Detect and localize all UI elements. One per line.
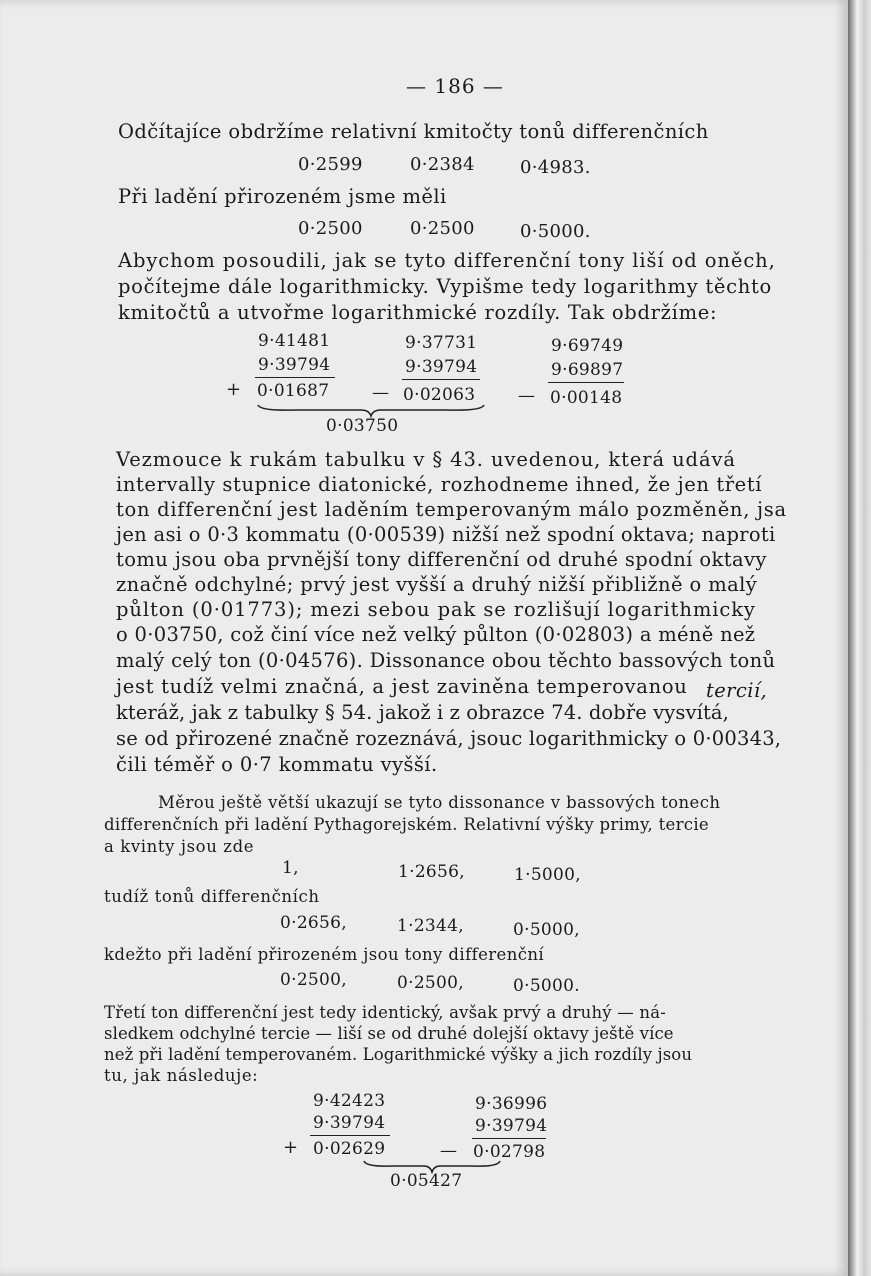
text-line: než při ladění temperovaném. Logarithmické výšky a jich rozdíly jsou xyxy=(104,1045,693,1064)
text-line: Při ladění přirozeném jsme měli xyxy=(118,185,447,208)
text-line: Vezmouce k rukám tabulku v § 43. uvedenou, která udává xyxy=(116,448,736,471)
value: 1, xyxy=(282,858,299,878)
text-line: značně odchylné; prvý jest vyšší a druhý nižší přibližně o malý xyxy=(116,573,758,596)
text-line: kdežto při ladění přirozeném jsou tony differenční xyxy=(104,945,545,964)
value: 0·5000. xyxy=(513,976,580,996)
log-value: 9·41481 xyxy=(258,331,331,351)
value: 0·2500, xyxy=(280,970,347,990)
text-line: půlton (0·01773); mezi sebou pak se rozlišují logarithmicky xyxy=(116,598,756,621)
log-difference: 0·00148 xyxy=(550,388,623,408)
log-value: 9·69749 xyxy=(551,336,624,356)
log-value: 9·39794 xyxy=(258,355,331,375)
value: 0·2599 xyxy=(298,154,363,175)
log-sum: 0·05427 xyxy=(390,1171,463,1191)
value: 0·2500 xyxy=(298,218,363,239)
minus-sign: — xyxy=(440,1141,458,1161)
value: 0·5000, xyxy=(513,920,580,940)
text-line: intervally stupnice diatonické, rozhodneme ihned, že jen třetí xyxy=(116,473,763,496)
text-line: Měrou ještě větší ukazují se tyto dissonance v bassových tonech xyxy=(158,793,721,812)
text-line: kteráž, jak z tabulky § 54. jakož i z obrazce 74. dobře vysvítá, xyxy=(116,701,729,724)
text-line: a kvinty jsou zde xyxy=(104,837,255,856)
value: 0·2384 xyxy=(410,154,475,175)
sum-rule xyxy=(548,382,624,383)
value: 1·5000, xyxy=(514,865,581,885)
text-line: tudíž tonů differenčních xyxy=(104,887,320,906)
text-line: Odčítajíce obdržíme relativní kmitočty tonů differenčních xyxy=(118,120,709,143)
minus-sign: — xyxy=(518,386,536,406)
value: 0·5000. xyxy=(520,221,591,242)
text-line: sledkem odchylné tercie — liší se od druhé dolejší oktavy ještě více xyxy=(104,1024,674,1043)
plus-sign: + xyxy=(283,1137,299,1158)
log-value: 9·39794 xyxy=(405,357,478,377)
italic-word: tercií, xyxy=(706,679,768,702)
log-value: 9·37731 xyxy=(405,333,478,353)
text-line: jest tudíž velmi značná, a jest zaviněna temperovanou xyxy=(116,675,688,698)
minus-sign: — xyxy=(372,383,390,403)
sum-rule xyxy=(255,377,335,378)
text-line: tomu jsou oba prvnější tony differenční od druhé spodní oktavy xyxy=(116,548,767,571)
value: 0·2500 xyxy=(410,218,475,239)
log-difference: 0·02063 xyxy=(403,385,476,405)
text-line: tu, jak následuje: xyxy=(104,1066,259,1085)
text-line: ton differenční jest laděním temperovaným málo pozměněn, jsa xyxy=(116,498,787,521)
text-line: malý celý ton (0·04576). Dissonance obou těchto bassových tonů xyxy=(116,649,776,672)
sum-rule xyxy=(402,379,480,380)
log-difference: 0·02629 xyxy=(313,1139,386,1159)
sum-rule xyxy=(310,1135,390,1136)
log-difference: 0·01687 xyxy=(257,381,330,401)
text-line: o 0·03750, což činí více než velký půlton (0·02803) a méně než xyxy=(116,623,756,646)
log-value: 9·39794 xyxy=(475,1116,548,1136)
value: 0·4983. xyxy=(520,157,591,178)
text-line: kmitočtů a utvořme logarithmické rozdíly. Tak obdržíme: xyxy=(118,301,718,324)
value: 1·2656, xyxy=(398,862,465,882)
value: 0·2500, xyxy=(397,973,464,993)
log-value: 9·36996 xyxy=(475,1094,548,1114)
text-line: počítejme dále logarithmicky. Vypišme tedy logarithmy těchto xyxy=(118,275,772,298)
text-line: jen asi o 0·3 kommatu (0·00539) nižší než spodní oktava; naproti xyxy=(116,523,776,546)
text-line: Třetí ton differenční jest tedy identický, avšak prvý a druhý — ná- xyxy=(104,1003,667,1022)
log-value: 9·69897 xyxy=(551,360,624,380)
text-line: se od přirozené značně rozeznává, jsouc logarithmicky o 0·00343, xyxy=(116,727,782,750)
page-edge xyxy=(848,0,871,1276)
value: 1·2344, xyxy=(397,916,464,936)
log-value: 9·42423 xyxy=(313,1091,386,1111)
text-line: čili téměř o 0·7 kommatu vyšší. xyxy=(116,753,438,776)
log-sum: 0·03750 xyxy=(326,416,399,436)
log-difference: 0·02798 xyxy=(473,1142,546,1162)
log-value: 9·39794 xyxy=(313,1113,386,1133)
text-line: Abychom posoudili, jak se tyto differenční tony liší od oněch, xyxy=(118,249,776,272)
plus-sign: + xyxy=(226,379,242,400)
page-number: — 186 — xyxy=(406,74,504,98)
sum-rule xyxy=(472,1138,546,1139)
text-line: differenčních při ladění Pythagorejském. Relativní výšky primy, tercie xyxy=(104,815,709,834)
value: 0·2656, xyxy=(280,913,347,933)
